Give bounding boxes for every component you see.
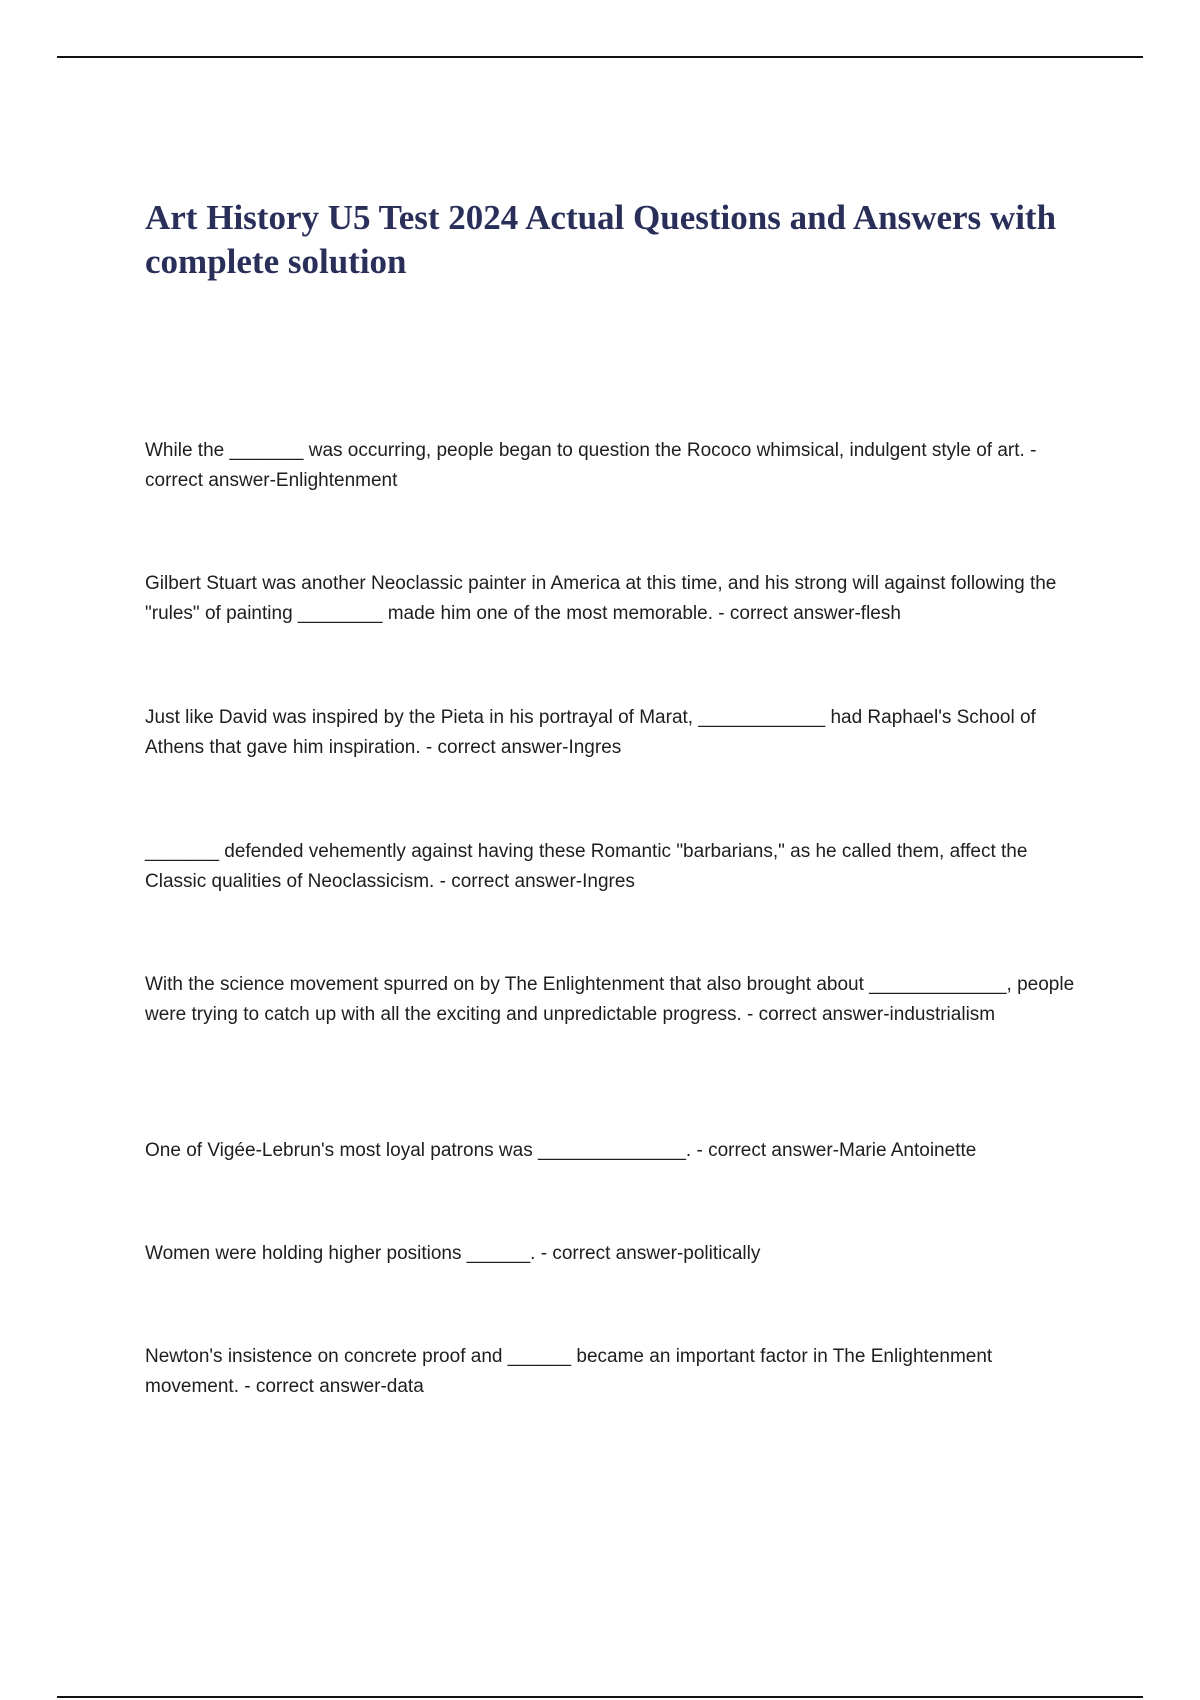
qa-item-4 — [145, 837, 1085, 897]
qa-item-3-text: Just like David was inspired by the Pieta in his portrayal of Marat, ____________ had Raphael's School of Athens that gave him inspiration. - correct answer-Ingres — [145, 707, 1041, 758]
qa-item-5-text: With the science movement spurred on by The Enlightenment that also brought about _____________, people were trying to catch up with all the exciting and unpredictable progress. - correct answer-industrialism — [145, 974, 1080, 1025]
qa-item-3 — [145, 703, 1085, 763]
qa-item-8-text: Newton's insistence on concrete proof and ______ became an important factor in The Enlightenment movement. - correct answer-data — [145, 1346, 998, 1397]
qa-item-1-text: While the _______ was occurring, people began to question the Rococo whimsical, indulgent style of art. - correct answer-Enlightenment — [145, 440, 1042, 491]
qa-item-2-text: Gilbert Stuart was another Neoclassic painter in America at this time, and his strong will against following the "rules" of painting ________ made him one of the most memorable. - correct answer-flesh — [145, 573, 1062, 624]
qa-item-6 — [145, 1136, 1085, 1166]
qa-item-2 — [145, 569, 1085, 629]
qa-item-5 — [145, 970, 1085, 1030]
qa-item-7-text: Women were holding higher positions ______. - correct answer-politically — [145, 1243, 761, 1264]
qa-item-7 — [145, 1239, 1085, 1269]
bottom-divider — [57, 1696, 1143, 1698]
top-divider — [57, 56, 1143, 58]
qa-item-4-text: _______ defended vehemently against having these Romantic "barbarians," as he called them, affect the Classic qualities of Neoclassicism. - correct answer-Ingres — [145, 841, 1033, 892]
qa-item-1 — [145, 436, 1085, 496]
qa-item-6-text: One of Vigée-Lebrun's most loyal patrons was ______________. - correct answer-Marie Antoinette — [145, 1140, 977, 1161]
qa-item-8 — [145, 1342, 1085, 1402]
document-title: Art History U5 Test 2024 Actual Questions and Answers with complete solution — [145, 198, 1057, 281]
